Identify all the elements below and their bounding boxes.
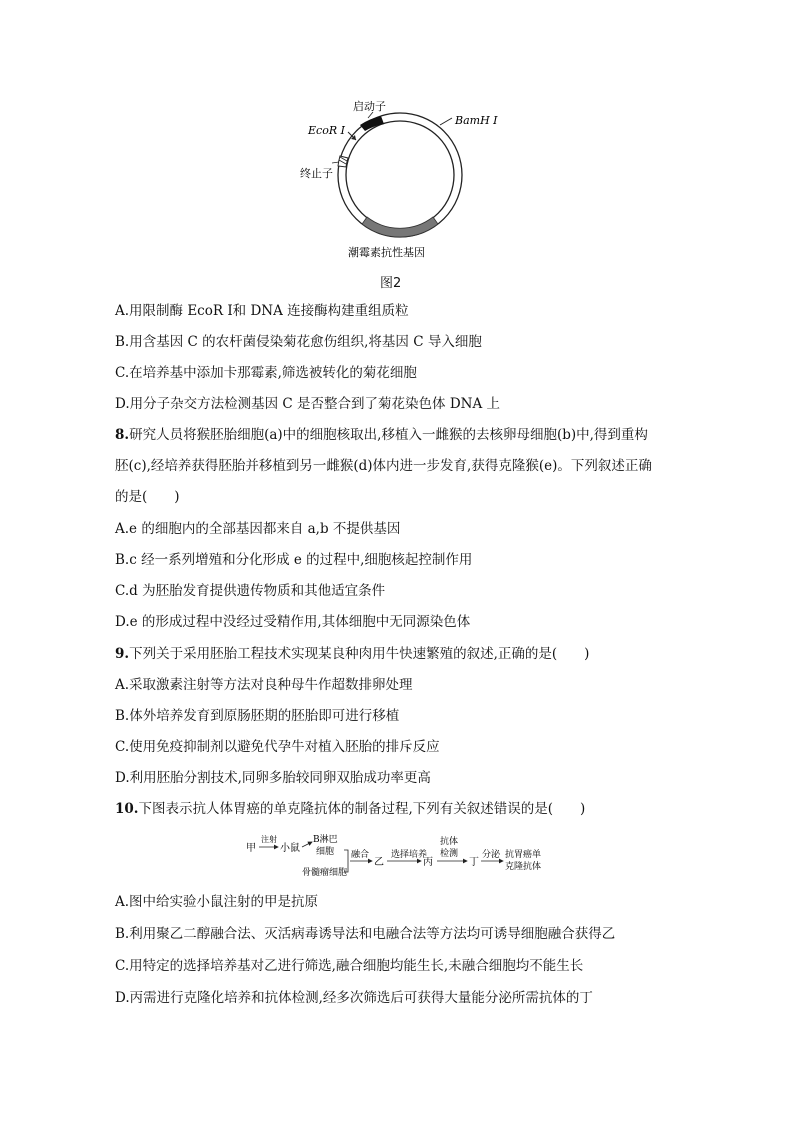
flow-b-cell-2: 细胞 [316, 847, 335, 857]
bamhi-label: BamH Ⅰ [455, 114, 498, 127]
flow-bing: 丙 [423, 857, 433, 868]
q7-option-b: B.用含基因 C 的农杆菌侵染菊花愈伤组织,将基因 C 导入细胞 [115, 334, 482, 350]
q9-stem: 9.下列关于采用胚胎工程技术实现某良种肉用牛快速繁殖的叙述,正确的是( ) [115, 646, 590, 662]
q7-option-d: D.用分子杂交方法检测基因 C 是否整合到了菊花染色体 DNA 上 [115, 396, 501, 412]
flow-select-label: 选择培养 [391, 850, 428, 860]
q8-stem-line-2: 胚(c),经培养获得胚胎并移植到另一雌猴(d)体内进一步发育,获得克隆猴(e)。下列叙述正确 [115, 458, 652, 474]
q10-option-c: C.用特定的选择培养基对乙进行筛选,融合细胞均能生长,未融合细胞均不能生长 [115, 958, 584, 974]
bamhi-pointer [440, 118, 452, 125]
q10-number: 10. [115, 801, 139, 817]
ecori-label: EcoR Ⅰ [308, 124, 345, 137]
q10-option-a: A.图中给实验小鼠注射的甲是抗原 [115, 894, 319, 910]
q10-option-b: B.利用聚乙二醇融合法、灭活病毒诱导法和电融合法等方法均可诱导细胞融合获得乙 [115, 926, 616, 942]
plasmid-diagram [290, 90, 520, 270]
flow-result-1: 抗胃癌单 [505, 850, 542, 860]
q10-stem: 10.下图表示抗人体胃癌的单克隆抗体的制备过程,下列有关叙述错误的是( ) [115, 801, 586, 817]
flow-b-cell-1: B淋巴 [313, 835, 338, 845]
flow-antibody-2: 检测 [440, 849, 459, 859]
q8-stem-line-1: 8.研究人员将猴胚胎细胞(a)中的细胞核取出,移植入一雌猴的去核卵母细胞(b)中,得到重构 [115, 427, 648, 443]
antibody-flow-diagram [240, 830, 570, 885]
terminator-label: 终止子 [300, 167, 333, 180]
resistance-gene-label: 潮霉素抗性基因 [348, 246, 425, 259]
q7-option-c: C.在培养基中添加卡那霉素,筛选被转化的菊花细胞 [115, 365, 417, 381]
q7-option-a: A.用限制酶 EcoR Ⅰ和 DNA 连接酶构建重组质粒 [115, 303, 409, 319]
q8-option-d: D.e 的形成过程中没经过受精作用,其体细胞中无同源染色体 [115, 614, 471, 630]
flow-ding: 丁 [469, 857, 479, 868]
q8-option-a: A.e 的细胞内的全部基因都来自 a,b 不提供基因 [115, 521, 401, 537]
terminator-block [338, 156, 348, 167]
q8-option-b: B.c 经一系列增殖和分化形成 e 的过程中,细胞核起控制作用 [115, 552, 473, 568]
plasmid-inner-ring [346, 121, 454, 229]
flow-inject-label: 注射 [261, 835, 277, 844]
promoter-label: 启动子 [353, 100, 386, 113]
figure-caption: 图2 [380, 276, 402, 291]
flow-jia: 甲 [246, 843, 256, 854]
q8-stem-line-3: 的是( ) [115, 489, 180, 505]
q9-option-a: A.采取激素注射等方法对良种母牛作超数排卵处理 [115, 677, 413, 693]
q8-option-c: C.d 为胚胎发育提供遗传物质和其他适宜条件 [115, 583, 386, 599]
plasmid-outer-ring [338, 113, 462, 237]
flow-result-2: 克隆抗体 [505, 862, 542, 872]
q10-option-d: D.丙需进行克隆化培养和抗体检测,经多次筛选后可获得大量能分泌所需抗体的丁 [115, 990, 593, 1006]
resistance-gene-block [362, 217, 438, 237]
flow-mouse: 小鼠 [280, 843, 300, 854]
q9-number: 9. [115, 646, 130, 662]
q9-option-b: B.体外培养发育到原肠胚期的胚胎即可进行移植 [115, 708, 400, 724]
flow-secrete-label: 分泌 [482, 850, 501, 860]
q8-number: 8. [115, 427, 130, 443]
q9-option-c: C.使用免疫抑制剂以避免代孕牛对植入胚胎的排斥反应 [115, 739, 440, 755]
flow-myeloma: 骨髓瘤细胞 [302, 868, 348, 878]
flow-arrow-mouse [302, 842, 312, 847]
flow-antibody-1: 抗体 [440, 837, 459, 847]
flow-yi: 乙 [374, 857, 384, 868]
flow-fuse-label: 融合 [351, 850, 370, 860]
q9-option-d: D.利用胚胎分割技术,同卵多胎较同卵双胎成功率更高 [115, 770, 431, 786]
